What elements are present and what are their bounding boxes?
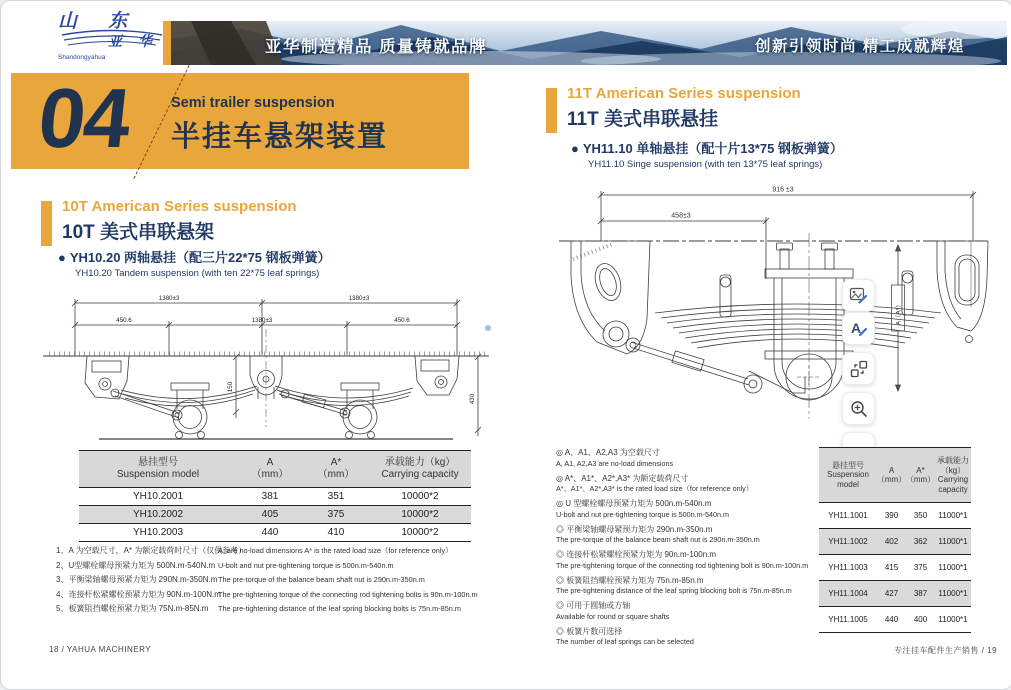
bullet-icon: ● bbox=[571, 141, 579, 156]
note-cn: ◎ 平衡梁轴螺母紧预力矩为 290n.m-350n.m bbox=[556, 524, 713, 534]
cell-model: YH10.2003 bbox=[132, 527, 184, 538]
dim-label: 1380±3 bbox=[348, 295, 370, 302]
note-line: The pre-torque of the balance beam shaft nut is 290n.m-350n.m bbox=[218, 575, 425, 584]
cell-a: 390 bbox=[884, 511, 899, 520]
cell-astar: 387 bbox=[913, 589, 928, 598]
column-header: 悬挂型号 Suspension model bbox=[116, 457, 200, 480]
table-row bbox=[819, 555, 971, 581]
notes-10t-en bbox=[218, 544, 478, 617]
section-header-10t bbox=[41, 198, 441, 244]
note-cn: ◎ 连接杆松紧螺栓预紧力矩为 90n.m-100n.m bbox=[556, 550, 717, 559]
note-cn: ◎ A、A1、A2,A3 为空载尺寸 bbox=[556, 448, 660, 457]
zoom-in-button[interactable] bbox=[842, 392, 875, 425]
company-logo bbox=[56, 8, 170, 64]
column-header: 承载能力（kg） Carrying capacity bbox=[381, 457, 459, 480]
cell-a: 381 bbox=[261, 491, 279, 502]
note-line: The pre-tightening distance of the leaf spring blocking bolts is 75n.m-85n.m bbox=[218, 604, 461, 613]
note-pair bbox=[556, 525, 831, 546]
section-accent-bar bbox=[546, 88, 557, 133]
footer-right: 专注挂车配件生产销售 / 19 bbox=[894, 646, 998, 655]
note-line: 4、连接杆松紧螺栓预紧力矩为 90N.m-100N.m bbox=[56, 589, 221, 599]
cell-astar: 375 bbox=[913, 563, 928, 572]
cell-model: YH10.2001 bbox=[132, 491, 184, 502]
note-pair bbox=[556, 448, 831, 469]
text-edit-button[interactable] bbox=[842, 312, 875, 345]
note-line: 1、A 为空载尺寸，A* 为额定载荷时尺寸（仅供参考） bbox=[56, 546, 247, 555]
technical-drawing-10t bbox=[29, 287, 503, 447]
product-name-en-11t: YH11.10 Singe suspension (with ten 13*75 leaf springs) bbox=[588, 159, 823, 170]
column-header: A （mm） bbox=[251, 457, 289, 480]
note-cn: ◎ 可用于圆轴或方轴 bbox=[556, 601, 631, 610]
cell-capacity: 10000*2 bbox=[401, 527, 439, 538]
swap-image-button[interactable] bbox=[842, 352, 875, 385]
spec-table-10t bbox=[79, 450, 471, 542]
section-title-cn-11t: 11T 美式串联悬挂 bbox=[567, 109, 718, 130]
table-body-10t bbox=[79, 488, 471, 542]
section-accent-bar bbox=[41, 201, 52, 246]
note-line: 5、板簧阻挡螺栓预紧力矩为 75N.m-85N.m bbox=[56, 604, 209, 613]
note-cn: ◎ 板簧片数可选择 bbox=[556, 626, 623, 636]
note-en: Available for round or square shafts bbox=[556, 611, 670, 621]
table-row bbox=[819, 503, 971, 529]
product-line-11t bbox=[571, 138, 843, 170]
spec-table-11t bbox=[819, 447, 971, 633]
cell-astar: 375 bbox=[327, 509, 345, 520]
dim-label: 450.6 bbox=[116, 317, 132, 324]
product-name-en-10t: YH10.20 Tandem suspension (with ten 22*75 leaf springs) bbox=[75, 268, 320, 279]
text-edit-icon bbox=[849, 319, 868, 338]
cell-capacity: 11000*1 bbox=[938, 589, 968, 598]
note-pair bbox=[556, 474, 831, 495]
cell-model: YH11.1004 bbox=[828, 589, 868, 598]
cell-a: 427 bbox=[884, 589, 899, 598]
cell-a: 440 bbox=[261, 527, 279, 538]
image-edit-button[interactable] bbox=[842, 279, 875, 312]
table-row bbox=[819, 529, 971, 555]
table-header-row-11t bbox=[819, 447, 971, 503]
cell-astar: 400 bbox=[913, 615, 928, 624]
dim-label: 430 bbox=[469, 393, 476, 405]
logo-subtext: Shandongyahua bbox=[58, 54, 106, 61]
note-en: The pre-tightening torque of the connecting rod tightening bolt is 90n.m-100n.m bbox=[556, 560, 809, 570]
note-line: 2、U型螺栓螺母预紧力矩为 500N.m-540N.m bbox=[56, 560, 216, 570]
notes-11t bbox=[556, 448, 831, 652]
cell-model: YH11.1003 bbox=[828, 563, 868, 572]
cell-model: YH11.1001 bbox=[828, 511, 868, 520]
cell-model: YH11.1005 bbox=[828, 615, 868, 624]
cell-a: 405 bbox=[261, 509, 279, 520]
svg-text:A: A bbox=[851, 320, 862, 336]
cell-capacity: 10000*2 bbox=[401, 509, 439, 520]
technical-drawing-11t bbox=[553, 179, 993, 445]
dim-label: 450.6 bbox=[394, 317, 410, 324]
section-title-en-11t: 11T American Series suspension bbox=[567, 85, 801, 102]
table-row bbox=[79, 524, 471, 542]
swap-icon bbox=[850, 360, 868, 378]
note-pair bbox=[556, 576, 831, 597]
footer-left: 18 / YAHUA MACHINERY bbox=[49, 645, 152, 654]
slogan-right: 创新引领时尚 精工成就辉煌 bbox=[755, 38, 965, 55]
table-header-row-10t bbox=[79, 450, 471, 488]
product-line-10t bbox=[58, 247, 331, 279]
note-pair bbox=[556, 550, 831, 571]
note-pair bbox=[556, 601, 831, 622]
note-cn: ◎ A*、A1*、A2*,A3* 为额定载荷尺寸 bbox=[556, 473, 689, 483]
section-header-11t bbox=[546, 85, 946, 131]
table-row bbox=[819, 607, 971, 633]
header-accent-bar bbox=[163, 21, 171, 65]
notes-10t-cn bbox=[56, 544, 247, 617]
column-header: A* （mm） bbox=[317, 457, 355, 480]
note-line: The pre-tightening torque of the connecting rod tightening bolts is 90n.m-100n.m bbox=[218, 589, 478, 599]
slogan-left: 亚华制造精品 质量铸就品牌 bbox=[265, 38, 488, 56]
cell-a: 402 bbox=[884, 537, 899, 546]
column-header: 承载能力（kg） Carrying capacity bbox=[937, 456, 969, 494]
note-en: The pre-torque of the balance beam shaft nut is 290n.m-350n.m bbox=[556, 535, 760, 544]
note-cn: ◎ 板簧阻挡螺栓预紧力矩为 75n.m-85n.m bbox=[556, 575, 704, 585]
bullet-icon: ● bbox=[58, 250, 66, 265]
section-title-en-10t: 10T American Series suspension bbox=[62, 198, 297, 215]
cell-astar: 410 bbox=[327, 527, 345, 538]
hero-title-en: Semi trailer suspension bbox=[171, 95, 335, 111]
cell-a: 440 bbox=[884, 615, 899, 624]
column-header: A （mm） bbox=[876, 465, 907, 484]
note-en: The pre-tightening distance of the leaf spring blocking bolt is 75n.m-85n.m bbox=[556, 586, 792, 595]
table-row bbox=[79, 506, 471, 524]
product-name-cn-10t: YH10.20 两轴悬挂（配三片22*75 钢板弹簧） bbox=[69, 250, 331, 265]
dim-label: 1380±3 bbox=[251, 317, 273, 324]
cell-astar: 362 bbox=[913, 537, 928, 546]
note-en: The number of leaf springs can be selected bbox=[556, 637, 694, 646]
table-body-11t bbox=[819, 503, 971, 633]
note-line: U-bolt and nut pre-tightening torque is 500n.m-540n.m bbox=[218, 560, 394, 570]
note-en: A*、A1*、A2*,A3* is the rated load size（for reference only） bbox=[556, 484, 753, 493]
cell-capacity: 11000*1 bbox=[938, 537, 968, 546]
section-number: 04 bbox=[34, 71, 134, 165]
cell-astar: 351 bbox=[327, 491, 345, 502]
cell-model: YH11.1002 bbox=[828, 537, 868, 546]
column-header: 悬挂型号 Suspension model bbox=[827, 460, 869, 489]
zoom-in-icon bbox=[850, 400, 868, 418]
cell-a: 415 bbox=[884, 563, 899, 572]
dim-label-vertical: A（A*） bbox=[895, 301, 903, 325]
note-line: A, are no-load dimensions A* is the rated load size（for reference only） bbox=[218, 546, 453, 555]
note-line: 3、平衡梁轴螺母预紧力矩为 290N.m-350N.m bbox=[56, 575, 218, 584]
hero-title-cn: 半挂车悬架装置 bbox=[171, 121, 389, 153]
product-name-cn-11t: YH11.10 单轴悬挂（配十片13*75 钢板弹簧） bbox=[582, 141, 843, 156]
logo-text-shandong: 山 东 bbox=[58, 11, 141, 32]
note-pair bbox=[556, 627, 831, 648]
header-banner bbox=[171, 21, 1007, 65]
note-en: U-bolt and nut pre-tightening torque is 500n.m-540n.m bbox=[556, 509, 730, 519]
dim-label-inner: 458±3 bbox=[671, 212, 691, 220]
note-cn: ◎ U 型螺栓螺母预紧力矩为 500n.m-540n.m bbox=[556, 499, 712, 508]
note-pair bbox=[556, 499, 831, 520]
dim-label: 150 bbox=[227, 381, 234, 393]
dim-label: 1380±3 bbox=[158, 295, 180, 302]
dim-label-overall: 916 ±3 bbox=[772, 186, 794, 194]
cell-capacity: 11000*1 bbox=[938, 615, 968, 624]
note-en: A, A1, A2,A3 are no-load dimensions bbox=[556, 458, 674, 468]
cell-model: YH10.2002 bbox=[132, 509, 184, 520]
logo-text-yahua: 亚 华 bbox=[108, 33, 158, 49]
table-row bbox=[819, 581, 971, 607]
annotation-dot bbox=[485, 325, 491, 331]
cell-capacity: 10000*2 bbox=[401, 491, 439, 502]
section-number-banner bbox=[11, 73, 469, 169]
table-row bbox=[79, 488, 471, 506]
image-edit-icon bbox=[849, 286, 868, 305]
cell-capacity: 11000*1 bbox=[938, 563, 968, 572]
section-title-cn-10t: 10T 美式串联悬架 bbox=[62, 222, 215, 243]
cell-astar: 350 bbox=[913, 511, 928, 520]
column-header: A* （mm） bbox=[905, 465, 936, 484]
cell-capacity: 11000*1 bbox=[938, 511, 968, 520]
